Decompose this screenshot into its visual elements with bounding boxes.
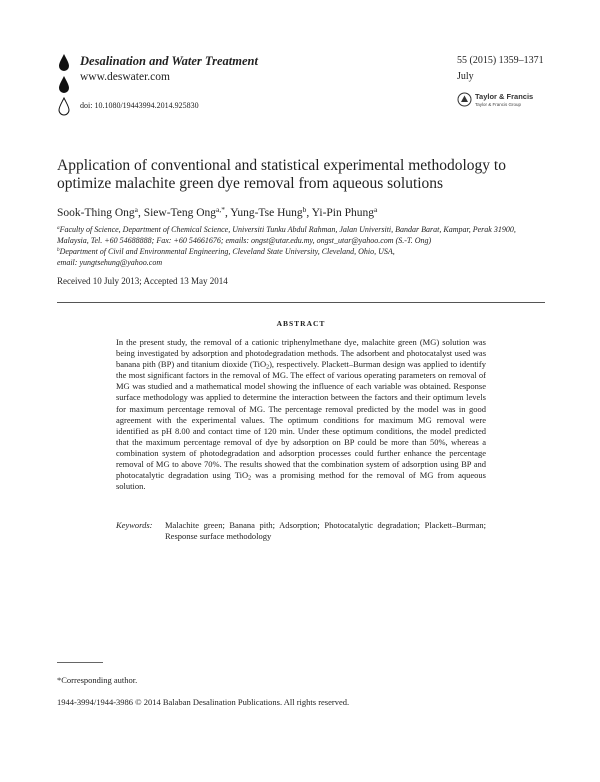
received-accepted-dates: Received 10 July 2013; Accepted 13 May 2014 [57,276,228,286]
affiliations [57,224,549,268]
author-list [57,204,378,219]
footnote-divider [57,662,103,663]
abstract-text-part: was a promising method for the removal of MG from aqueous solution. [116,470,486,492]
copyright-line: 1944-3994/1944-3986 © 2014 Balaban Desalination Publications. All rights reserved. [57,697,350,707]
journal-url[interactable]: www.deswater.com [80,71,170,83]
separator: , [312,236,317,245]
email-link[interactable]: ongst@utar.edu.my [251,236,313,245]
abstract-heading: ABSTRACT [276,319,326,328]
author: Siew-Teng Ong [143,207,217,219]
email-link[interactable]: ongst_utar@yahoo.com [316,236,394,245]
publisher-logo [457,92,557,114]
issue-month: July [457,71,474,82]
abstract-text-part: In the present study, the removal of a cationic triphenylmethane dye, malachite green (MG) solution was being investigated by adsorption and photodegradation methods. The adsorbent and photocatalyst used was banana pith (BP) and titanium dioxide (TiO [116,337,486,370]
author: Yi-Pin Phung [311,207,375,219]
publisher-emblem-icon [457,92,472,107]
affiliation-b-email [57,257,549,268]
author: Yung-Tse Hung [230,207,303,219]
affiliation-text: Faculty of Science, Department of Chemical Science, Universiti Tunku Abdul Rahman, Jalan Universiti, Bandar Barat, Kampar, Perak 31900, Malaysia, Tel. +60 54688888; Fax: +60 54661676; emails: [57,225,516,245]
article-title: Application of conventional and statistical experimental methodology to optimize malachite green dye removal from aqueous solutions [57,157,506,192]
email-link[interactable]: yungtsehung@yahoo.com [79,258,163,267]
affiliation-mark: b [57,247,60,254]
author-affiliation-mark: a,* [216,204,225,214]
email-label: email: [57,258,80,267]
affiliation-tail: (S.-T. Ong) [393,236,432,245]
subscript: 2 [248,475,252,482]
journal-drops-logo [56,52,72,116]
author-separator: , [306,207,312,219]
affiliation-text: Department of Civil and Environmental Engineering, Cleveland State University, Cleveland, Ohio, USA, [59,247,395,256]
journal-title: Desalination and Water Treatment [80,54,258,68]
affiliation-b [57,246,549,257]
author: Sook-Thing Ong [57,207,135,219]
affiliation-a [57,224,549,246]
doi[interactable]: doi: 10.1080/19443994.2014.925830 [80,101,199,110]
author-separator: , [137,207,144,219]
abstract-text [116,337,486,492]
publisher-group: Taylor & Francis Group [475,102,522,107]
author-separator: , [224,207,231,219]
affiliation-mark: a [57,225,60,232]
author-affiliation-mark: a [134,204,138,214]
corresponding-author-note: *Corresponding author. [57,675,138,685]
volume-pages: 55 (2015) 1359–1371 [457,55,544,66]
abstract-text-part: ), respectively. Plackett–Burman design was applied to identify the most significant factors in the removal of MG. The effect of various operating parameters on removal of MG was studied and a mathematical model showing the influence of each variable was obtained. Response surface methodology was applied to determine the interaction between the factors and their optimum levels for maximum percentage removal of MG. The percentage removal predicted by the model was in good agreement with the experimental values. The optimum conditions for maximum MG removal were identified as pH 8.00 and contact time of 120 min. Under these optimum conditions, the model predicted that the maximum percentage removal of dye by adsorption on BP could be more than 50%, whereas a combination system of photodegradation and adsorption processes could further enhance the percentage removal of MG to above 70%. The results showed that the combination system of adsorption using BP and photocatalytic degradation using TiO [116,359,486,481]
keywords-text: Malachite green; Banana pith; Adsorption; Photocatalytic degradation; Plackett–Burman; Response surface methodology [165,520,486,542]
subscript: 2 [266,364,270,371]
header-divider [57,302,545,303]
publisher-name: Taylor & Francis [475,92,534,101]
author-affiliation-mark: a [374,204,378,214]
keywords-label: Keywords: [116,520,153,530]
author-affiliation-mark: b [302,204,307,214]
